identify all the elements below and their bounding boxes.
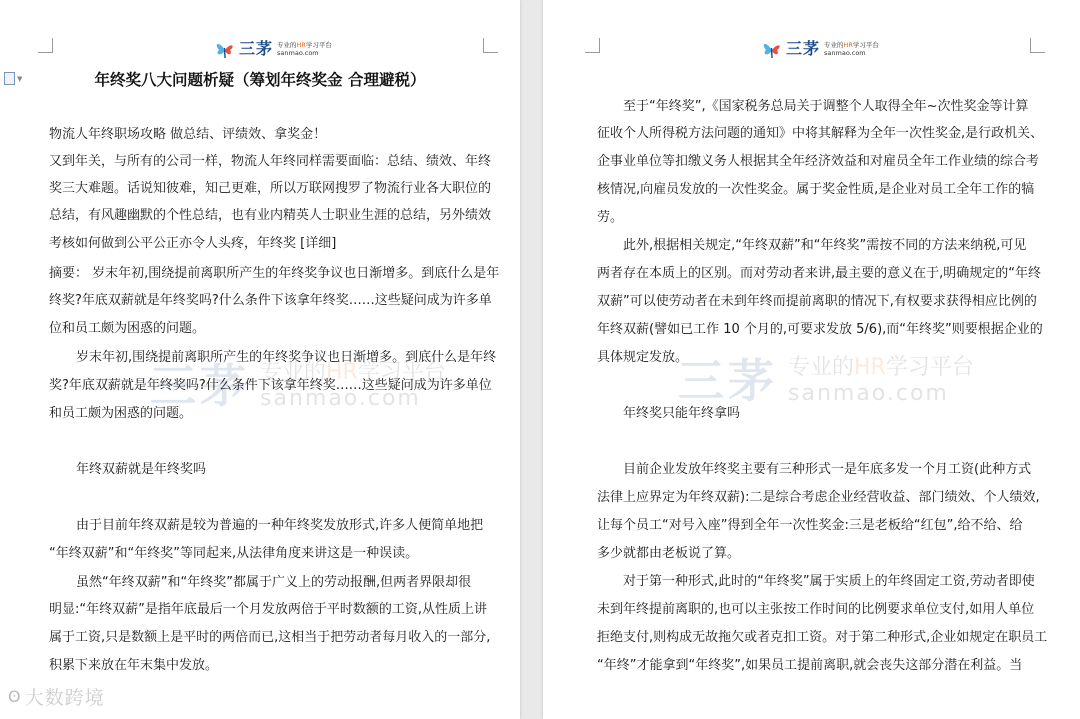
butterfly-logo-icon [761,38,783,60]
paragraph-line: 法律上应界定为年终双薪):二是综合考虑企业经营收益、部门绩效、个人绩效, [597,490,1040,505]
logo-brand: 三茅 [239,39,274,58]
paragraph-line: 年终双薪(譬如已工作 10 个月的,可要求发放 5/6),而“年终奖”则要根据企业的 [597,322,1043,337]
logo-domain: sanmao.com [277,49,319,57]
paragraph-line: 具体规定发放。 [597,350,689,365]
paragraph-line: 由于目前年终双薪是较为普遍的一种年终奖发放形式,许多人便简单地把 [76,518,484,533]
paragraph-line: 岁末年初,围绕提前离职所产生的年终奖争议也日渐增多。到底什么是年终 [76,350,497,365]
paragraph-line: “年终”才能拿到“年终奖”,如果员工提前离职,就会丧失这部分潜在利益。当 [597,658,1023,673]
paragraph-line: 又到年关，与所有的公司一样，物流人年终同样需要面临：总结、绩效、年终 [49,154,492,169]
paragraph-line: 总结，有风趣幽默的个性总结，也有业内精英人士职业生涯的总结，另外绩效 [49,208,492,223]
document-title: 年终奖八大问题析疑（筹划年终奖金 合理避税） [94,71,426,89]
crop-mark-top-left [38,38,53,53]
butterfly-logo-icon [214,38,236,60]
paragraph-line: 和员工颇为困惑的问题。 [49,406,193,421]
paragraph-line: 奖三大难题。话说知彼难，知己更难，所以万联网搜罗了物流行业各大职位的 [49,181,492,196]
paragraph-line: 属于工资,只是数额上是平时的两倍而已,这相当于把劳动者每月收入的一部分, [49,630,491,645]
page-watermark-right: 三茅 专业的HR学习平台 sanmao.com [678,354,974,408]
paragraph-line: “年终双薪”和“年终奖”等同起来,从法律角度来讲这是一种误读。 [49,546,419,561]
paragraph-line: 核情况,向雇员发放的一次性奖金。属于奖金性质,是企业对员工全年工作的犒 [597,182,1035,197]
paragraph-line: 考核如何做到公平公正亦令人头疼，年终奖 [详细] [49,236,337,251]
watermark-logo-icon: ʘ [8,687,21,706]
logo-domain: sanmao.com [824,49,866,57]
paragraph-line: 位和员工颇为困惑的问题。 [49,321,206,336]
paragraph-line: 征收个人所得税方法问题的通知》中将其解释为全年一次性奖金,是行政机关、 [597,126,1044,141]
paragraph-line: 物流人年终职场攻略 做总结、评绩效、拿奖金！ [49,127,327,142]
dropdown-caret-icon: ▼ [17,74,23,83]
section-heading: 年终双薪就是年终奖吗 [76,462,207,477]
logo-brand: 三茅 [786,39,821,58]
section-heading: 年终奖只能年终拿吗 [623,406,741,421]
paragraph-line: 此外,根据相关规定,“年终双薪”和“年终奖”需按不同的方法来纳税,可见 [623,238,1027,253]
paragraph-line: 双薪”可以使劳动者在未到年终而提前离职的情况下,有权要求获得相应比例的 [597,294,1037,309]
header-logo [761,38,879,60]
crop-mark-top-right [1030,38,1045,53]
page-watermark-left: 三茅 专业的HR学习平台 sanmao.com [150,359,446,413]
paragraph-line: 多少就都由老板说了算。 [597,546,741,561]
document-page-right [543,0,1080,719]
paragraph-line: 虽然“年终双薪”和“年终奖”都属于广义上的劳动报酬,但两者界限却很 [76,575,472,590]
paragraph-line: 拒绝支付,则构成无故拖欠或者克扣工资。对于第二种形式,企业如规定在职员工 [597,630,1048,645]
paragraph-line: 终奖?年底双薪就是年终奖吗?什么条件下该拿年终奖……这些疑问成为许多单 [49,293,492,308]
corner-watermark: ʘ 大数跨境 [8,687,105,709]
logo-slogan: 专业的HR学习平台 [277,41,332,49]
paragraph-line: 目前企业发放年终奖主要有三种形式一是年底多发一个月工资(此种方式 [623,462,1032,477]
document-page-left [0,0,520,719]
header-logo [214,38,332,60]
crop-mark-top-left [585,38,600,53]
paragraph-line: 奖?年底双薪就是年终奖吗?什么条件下该拿年终奖……这些疑问成为许多单位 [49,378,492,393]
paragraph-line: 企事业单位等扣缴义务人根据其全年经济效益和对雇员全年工作业绩的综合考 [597,154,1040,169]
crop-mark-top-right [483,38,498,53]
logo-slogan: 专业的HR学习平台 [824,41,879,49]
paragraph-line: 对于第一种形式,此时的“年终奖”属于实质上的年终固定工资,劳动者即使 [623,574,1035,589]
paragraph-line: 未到年终提前离职的,也可以主张按工作时间的比例要求单位支付,如用人单位 [597,602,1035,617]
paragraph-line: 摘要： 岁末年初,围绕提前离职所产生的年终奖争议也日渐增多。到底什么是年 [49,266,500,281]
paragraph-line: 让每个员工“对号入座”得到全年一次性奖金:三是老板给“红包”,给不给、给 [597,518,1023,533]
paragraph-line: 积累下来放在年末集中发放。 [49,658,219,673]
paragraph-line: 明显:“年终双薪”是指年底最后一个月发放两倍于平时数额的工资,从性质上讲 [49,602,487,617]
paragraph-line: 劳。 [597,210,624,225]
paragraph-line: 至于“年终奖”,《国家税务总局关于调整个人取得全年~次性奖金等计算 [623,99,1029,114]
paragraph-line: 两者存在本质上的区别。而对劳动者来讲,最主要的意义在于,明确规定的“年终 [597,266,1042,281]
